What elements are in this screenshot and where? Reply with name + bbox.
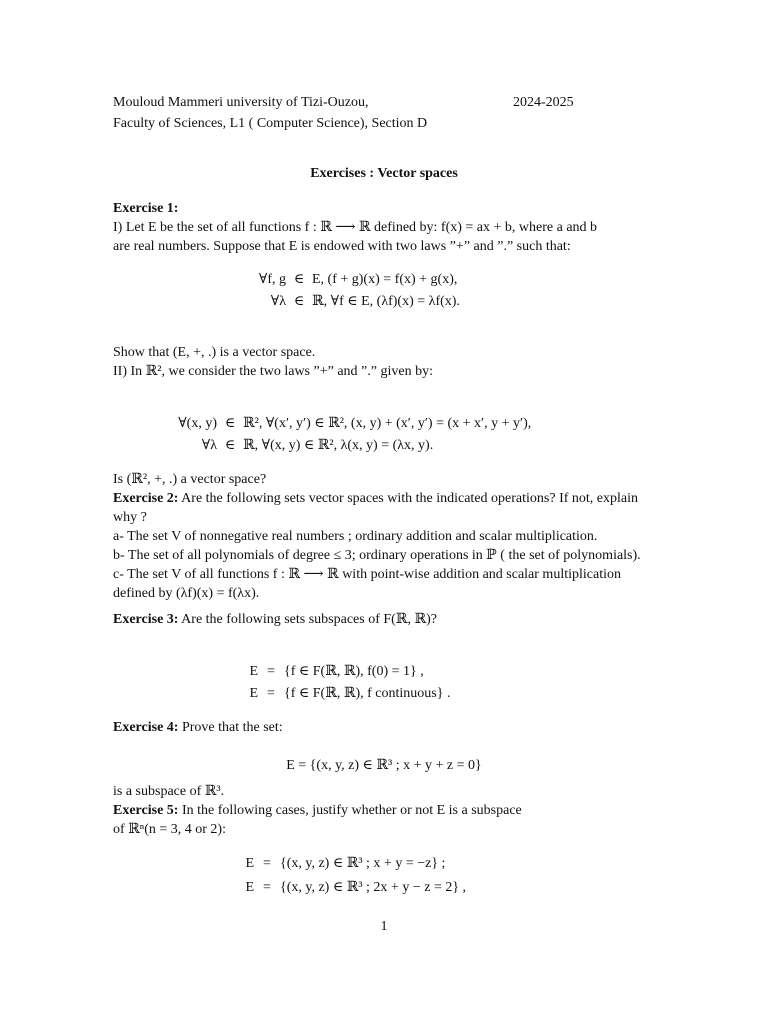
- exercise-2-line-2: why ?: [113, 510, 147, 525]
- equation-rhs: {f ∈ F(ℝ, ℝ), f continuous} .: [284, 686, 451, 701]
- exercise-3-equation-2: [240, 685, 450, 703]
- equation-lhs: E: [245, 880, 254, 895]
- equation-relation: =: [263, 856, 271, 871]
- exercise-1-equation-3: [160, 415, 531, 433]
- exercise-5-equation-2: [236, 879, 466, 897]
- equation-rhs: E, (f + g)(x) = f(x) + g(x),: [312, 272, 458, 287]
- equation-lhs: ∀(x, y): [178, 416, 217, 431]
- page-title: Exercises : Vector spaces: [310, 166, 458, 181]
- equation-relation: ∈: [224, 416, 236, 431]
- exercise-5-line-2: of ℝⁿ(n = 3, 4 or 2):: [113, 822, 226, 837]
- exercise-2-item-c-line-2: defined by (λf)(x) = f(λx).: [113, 586, 260, 601]
- equation-rhs: ℝ², ∀(x′, y′) ∈ ℝ², (x, y) + (x′, y′) = (x + x′, y + y′),: [243, 416, 532, 431]
- exercise-5-equation-1: [236, 855, 445, 873]
- exercise-2-text: Are the following sets vector spaces with the indicated operations? If not, explain: [178, 491, 638, 506]
- equation-relation: =: [263, 880, 271, 895]
- exercise-1-intro-line-2: are real numbers. Suppose that E is endowed with two laws ”+” and ”.” such that:: [113, 239, 571, 254]
- equation-relation: =: [267, 686, 275, 701]
- academic-year: 2024-2025: [513, 95, 574, 110]
- exercise-1-question: Is (ℝ², +, .) a vector space?: [113, 472, 267, 487]
- equation-rhs: {(x, y, z) ∈ ℝ³ ; x + y = −z} ;: [280, 856, 446, 871]
- equation-lhs: ∀λ: [201, 438, 217, 453]
- equation-relation: ∈: [293, 294, 305, 309]
- exercise-2-line-1: [113, 490, 638, 508]
- exercise-3-text: Are the following sets subspaces of F(ℝ, ℝ)?: [178, 612, 437, 627]
- exercise-3-heading: Exercise 3:: [113, 612, 179, 627]
- exercise-4-line: [113, 719, 283, 737]
- exercise-5-line: [113, 802, 522, 820]
- equation-rhs: ℝ, ∀(x, y) ∈ ℝ², λ(x, y) = (λx, y).: [243, 438, 434, 453]
- exercise-1-intro-line-1: I) Let E be the set of all functions f : ℝ ⟶ ℝ defined by: f(x) = ax + b, where a and b: [113, 220, 598, 235]
- exercise-4-equation: E = {(x, y, z) ∈ ℝ³ ; x + y + z = 0}: [286, 758, 482, 773]
- exercise-5-heading: Exercise 5:: [113, 803, 179, 818]
- university-name: Mouloud Mammeri university of Tizi-Ouzou,: [113, 95, 369, 110]
- exercise-1-equation-1: [230, 271, 457, 289]
- exercise-1-part-2: II) In ℝ², we consider the two laws ”+” and ”.” given by:: [113, 364, 433, 379]
- equation-lhs: ∀f, g: [258, 272, 286, 287]
- exercise-4-heading: Exercise 4:: [113, 720, 179, 735]
- exercise-2-item-b: b- The set of all polynomials of degree ≤ 3; ordinary operations in ℙ ( the set of polynomials).: [113, 548, 641, 563]
- equation-relation: ∈: [224, 438, 236, 453]
- equation-rhs: {(x, y, z) ∈ ℝ³ ; 2x + y − z = 2} ,: [280, 880, 467, 895]
- exercise-1-equation-4: [160, 437, 433, 455]
- exercise-1-heading: Exercise 1:: [113, 201, 179, 216]
- equation-lhs: E: [249, 686, 258, 701]
- exercise-2-heading: Exercise 2:: [113, 491, 179, 506]
- exercise-3-equation-1: [240, 663, 424, 681]
- equation-rhs: {f ∈ F(ℝ, ℝ), f(0) = 1} ,: [284, 664, 424, 679]
- faculty-line: Faculty of Sciences, L1 ( Computer Science), Section D: [113, 116, 428, 131]
- equation-lhs: E: [245, 856, 254, 871]
- exercise-4-text: Prove that the set:: [178, 720, 283, 735]
- equation-rhs: ℝ, ∀f ∈ E, (λf)(x) = λf(x).: [312, 294, 460, 309]
- exercise-4-after: is a subspace of ℝ³.: [113, 784, 225, 799]
- equation-relation: ∈: [293, 272, 305, 287]
- page-number: 1: [380, 919, 388, 934]
- exercise-2-item-c-line-1: c- The set V of all functions f : ℝ ⟶ ℝ with point-wise addition and scalar multiplication: [113, 567, 621, 582]
- equation-lhs: E: [249, 664, 258, 679]
- exercise-2-item-a: a- The set V of nonnegative real numbers ; ordinary addition and scalar multiplication.: [113, 529, 598, 544]
- exercise-3-line: [113, 611, 437, 629]
- equation-relation: =: [267, 664, 275, 679]
- exercise-1-show: Show that (E, +, .) is a vector space.: [113, 345, 316, 360]
- exercise-1-equation-2: [230, 293, 460, 311]
- exercise-5-text: In the following cases, justify whether or not E is a subspace: [178, 803, 522, 818]
- equation-lhs: ∀λ: [270, 294, 286, 309]
